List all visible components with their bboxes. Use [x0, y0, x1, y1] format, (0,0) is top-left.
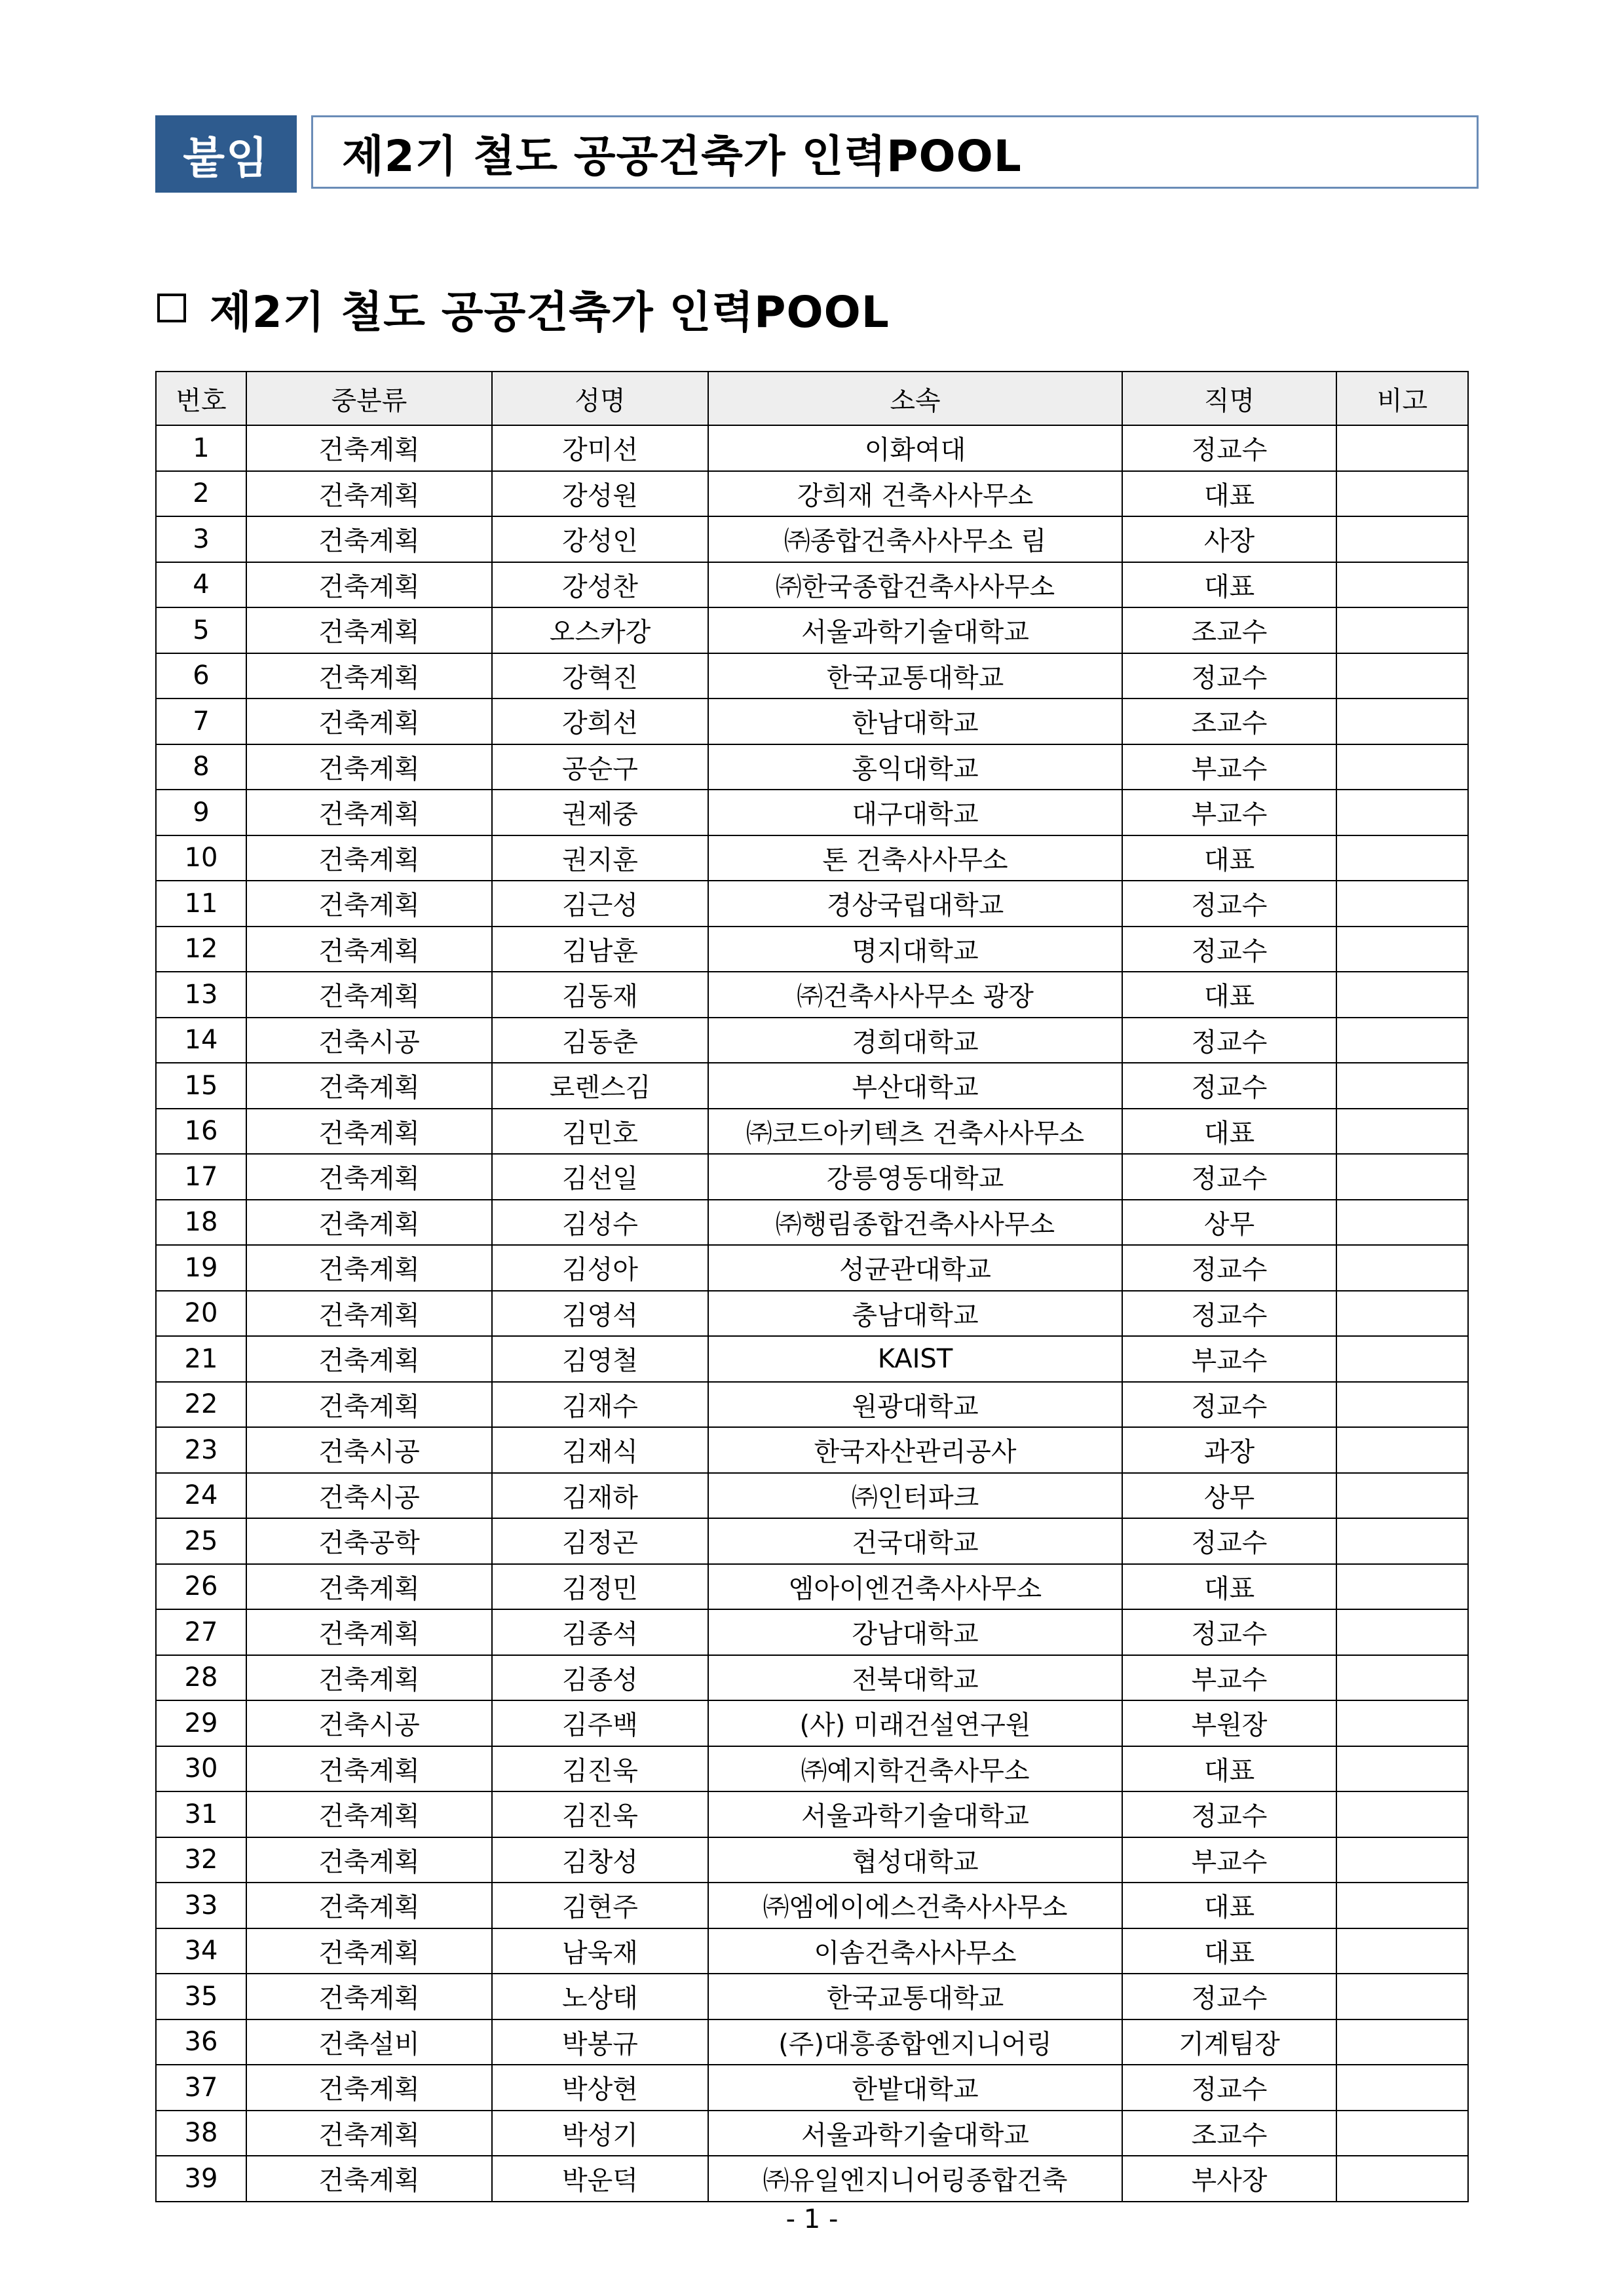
cell-position: 정교수 [1122, 1382, 1336, 1428]
checkbox-bullet-icon [157, 294, 186, 322]
cell-affiliation: 한밭대학교 [708, 2065, 1122, 2111]
cell-category: 건축계획 [246, 471, 492, 517]
cell-name: 박상현 [492, 2065, 708, 2111]
cell-category: 건축계획 [246, 1109, 492, 1155]
cell-remarks [1336, 2111, 1468, 2156]
cell-remarks [1336, 1109, 1468, 1155]
cell-name: 박봉규 [492, 2019, 708, 2065]
cell-number: 17 [156, 1154, 246, 1200]
table-row [156, 2156, 1468, 2202]
cell-name: 김영철 [492, 1336, 708, 1382]
cell-name: 김종석 [492, 1609, 708, 1655]
cell-position: 사장 [1122, 516, 1336, 562]
cell-name: 김성수 [492, 1200, 708, 1246]
table-row [156, 2065, 1468, 2111]
table-row [156, 1655, 1468, 1701]
cell-remarks [1336, 1382, 1468, 1428]
table-row [156, 927, 1468, 972]
cell-number: 26 [156, 1564, 246, 1610]
attachment-header [155, 115, 1479, 193]
cell-category: 건축계획 [246, 744, 492, 790]
cell-name: 김근성 [492, 881, 708, 927]
cell-number: 30 [156, 1746, 246, 1792]
cell-category: 건축계획 [246, 881, 492, 927]
cell-affiliation: 서울과학기술대학교 [708, 2111, 1122, 2156]
cell-remarks [1336, 881, 1468, 927]
cell-name: 강성찬 [492, 562, 708, 608]
cell-remarks [1336, 1245, 1468, 1291]
cell-affiliation: (사) 미래건설연구원 [708, 1700, 1122, 1746]
cell-affiliation: 한남대학교 [708, 698, 1122, 744]
cell-category: 건축계획 [246, 2156, 492, 2202]
table-header-row [156, 372, 1468, 425]
cell-affiliation: 강남대학교 [708, 1609, 1122, 1655]
table-row [156, 1564, 1468, 1610]
table-row [156, 1928, 1468, 1974]
table-row [156, 562, 1468, 608]
cell-remarks [1336, 1564, 1468, 1610]
cell-name: 오스카강 [492, 607, 708, 653]
table-row [156, 1336, 1468, 1382]
cell-number: 13 [156, 972, 246, 1018]
cell-position: 부교수 [1122, 790, 1336, 835]
cell-number: 12 [156, 927, 246, 972]
cell-number: 2 [156, 471, 246, 517]
cell-affiliation: 서울과학기술대학교 [708, 1791, 1122, 1837]
cell-affiliation: ㈜코드아키텍츠 건축사사무소 [708, 1109, 1122, 1155]
cell-position: 조교수 [1122, 607, 1336, 653]
cell-position: 상무 [1122, 1473, 1336, 1519]
cell-remarks [1336, 1928, 1468, 1974]
cell-affiliation: 한국자산관리공사 [708, 1427, 1122, 1473]
table-row [156, 2111, 1468, 2156]
cell-number: 36 [156, 2019, 246, 2065]
cell-position: 상무 [1122, 1200, 1336, 1246]
cell-name: 김현주 [492, 1883, 708, 1928]
cell-remarks [1336, 1473, 1468, 1519]
cell-category: 건축시공 [246, 1700, 492, 1746]
cell-category: 건축계획 [246, 562, 492, 608]
cell-remarks [1336, 425, 1468, 471]
cell-number: 1 [156, 425, 246, 471]
cell-remarks [1336, 1291, 1468, 1337]
table-row [156, 1974, 1468, 2019]
table-row [156, 1245, 1468, 1291]
column-header-name: 성명 [492, 372, 708, 425]
cell-number: 8 [156, 744, 246, 790]
cell-affiliation: 엠아이엔건축사사무소 [708, 1564, 1122, 1610]
cell-position: 부원장 [1122, 1700, 1336, 1746]
cell-position: 대표 [1122, 562, 1336, 608]
cell-number: 15 [156, 1063, 246, 1109]
table-row [156, 1427, 1468, 1473]
cell-remarks [1336, 1609, 1468, 1655]
table-body [156, 425, 1468, 2202]
table-row [156, 1063, 1468, 1109]
cell-affiliation: 건국대학교 [708, 1518, 1122, 1564]
cell-category: 건축계획 [246, 790, 492, 835]
cell-number: 4 [156, 562, 246, 608]
table-row [156, 516, 1468, 562]
cell-category: 건축계획 [246, 1336, 492, 1382]
cell-category: 건축공학 [246, 1518, 492, 1564]
cell-category: 건축계획 [246, 1200, 492, 1246]
cell-number: 39 [156, 2156, 246, 2202]
cell-number: 9 [156, 790, 246, 835]
cell-remarks [1336, 2065, 1468, 2111]
cell-name: 김주백 [492, 1700, 708, 1746]
section-heading [157, 275, 890, 341]
table-row [156, 1837, 1468, 1883]
column-header-affiliation: 소속 [708, 372, 1122, 425]
table-row [156, 744, 1468, 790]
column-header-remarks: 비고 [1336, 372, 1468, 425]
cell-name: 김남훈 [492, 927, 708, 972]
cell-position: 정교수 [1122, 2065, 1336, 2111]
cell-position: 정교수 [1122, 425, 1336, 471]
cell-category: 건축계획 [246, 2111, 492, 2156]
cell-category: 건축계획 [246, 1928, 492, 1974]
cell-remarks [1336, 516, 1468, 562]
table-row [156, 1700, 1468, 1746]
table-row [156, 425, 1468, 471]
cell-number: 38 [156, 2111, 246, 2156]
header-title: 제2기 철도 공공건축가 인력POOL [311, 115, 1479, 189]
cell-affiliation: ㈜한국종합건축사사무소 [708, 562, 1122, 608]
cell-affiliation: 이솜건축사사무소 [708, 1928, 1122, 1974]
cell-number: 32 [156, 1837, 246, 1883]
cell-name: 공순구 [492, 744, 708, 790]
cell-position: 정교수 [1122, 1609, 1336, 1655]
cell-name: 로렌스김 [492, 1063, 708, 1109]
cell-number: 24 [156, 1473, 246, 1519]
table-row [156, 835, 1468, 881]
cell-category: 건축계획 [246, 1655, 492, 1701]
cell-position: 정교수 [1122, 881, 1336, 927]
table-row [156, 1109, 1468, 1155]
cell-name: 강희선 [492, 698, 708, 744]
cell-remarks [1336, 2019, 1468, 2065]
cell-name: 김재식 [492, 1427, 708, 1473]
cell-name: 김정민 [492, 1564, 708, 1610]
cell-position: 부교수 [1122, 744, 1336, 790]
cell-category: 건축계획 [246, 927, 492, 972]
cell-position: 부교수 [1122, 1655, 1336, 1701]
cell-position: 대표 [1122, 1928, 1336, 1974]
cell-name: 권제중 [492, 790, 708, 835]
table-row [156, 1018, 1468, 1063]
cell-number: 5 [156, 607, 246, 653]
cell-remarks [1336, 653, 1468, 699]
cell-affiliation: KAIST [708, 1336, 1122, 1382]
table-row [156, 881, 1468, 927]
cell-category: 건축시공 [246, 1018, 492, 1063]
cell-position: 대표 [1122, 835, 1336, 881]
pool-table [155, 371, 1469, 2202]
cell-name: 강혁진 [492, 653, 708, 699]
table-row [156, 653, 1468, 699]
cell-name: 강미선 [492, 425, 708, 471]
cell-position: 조교수 [1122, 698, 1336, 744]
cell-category: 건축계획 [246, 1154, 492, 1200]
cell-category: 건축계획 [246, 1791, 492, 1837]
table-row [156, 972, 1468, 1018]
cell-remarks [1336, 1427, 1468, 1473]
cell-number: 19 [156, 1245, 246, 1291]
cell-affiliation: 강릉영동대학교 [708, 1154, 1122, 1200]
cell-remarks [1336, 1154, 1468, 1200]
table-row [156, 1200, 1468, 1246]
cell-number: 21 [156, 1336, 246, 1382]
cell-position: 정교수 [1122, 1291, 1336, 1337]
cell-category: 건축계획 [246, 698, 492, 744]
cell-category: 건축계획 [246, 425, 492, 471]
cell-category: 건축계획 [246, 1746, 492, 1792]
cell-affiliation: 이화여대 [708, 425, 1122, 471]
cell-name: 김종성 [492, 1655, 708, 1701]
cell-position: 부교수 [1122, 1336, 1336, 1382]
table-row [156, 1746, 1468, 1792]
cell-number: 23 [156, 1427, 246, 1473]
table-row [156, 607, 1468, 653]
cell-remarks [1336, 1018, 1468, 1063]
cell-category: 건축계획 [246, 1291, 492, 1337]
cell-name: 남욱재 [492, 1928, 708, 1974]
cell-name: 김재수 [492, 1382, 708, 1428]
cell-affiliation: 협성대학교 [708, 1837, 1122, 1883]
page-number: - 1 - [785, 2204, 839, 2234]
cell-name: 박운덕 [492, 2156, 708, 2202]
cell-number: 10 [156, 835, 246, 881]
cell-affiliation: 톤 건축사사무소 [708, 835, 1122, 881]
cell-position: 정교수 [1122, 1245, 1336, 1291]
cell-affiliation: (주)대흥종합엔지니어링 [708, 2019, 1122, 2065]
cell-number: 3 [156, 516, 246, 562]
cell-position: 기계팀장 [1122, 2019, 1336, 2065]
table-row [156, 698, 1468, 744]
cell-remarks [1336, 1336, 1468, 1382]
cell-remarks [1336, 1655, 1468, 1701]
cell-number: 35 [156, 1974, 246, 2019]
cell-name: 박성기 [492, 2111, 708, 2156]
cell-number: 37 [156, 2065, 246, 2111]
cell-name: 강성인 [492, 516, 708, 562]
cell-name: 김민호 [492, 1109, 708, 1155]
cell-position: 정교수 [1122, 1791, 1336, 1837]
cell-category: 건축계획 [246, 1382, 492, 1428]
table-row [156, 1154, 1468, 1200]
table-row [156, 1473, 1468, 1519]
cell-category: 건축계획 [246, 1609, 492, 1655]
cell-number: 27 [156, 1609, 246, 1655]
cell-category: 건축계획 [246, 1837, 492, 1883]
column-header-position: 직명 [1122, 372, 1336, 425]
cell-remarks [1336, 471, 1468, 517]
cell-name: 김동춘 [492, 1018, 708, 1063]
cell-category: 건축계획 [246, 1245, 492, 1291]
cell-affiliation: 서울과학기술대학교 [708, 607, 1122, 653]
column-header-category: 중분류 [246, 372, 492, 425]
cell-affiliation: 원광대학교 [708, 1382, 1122, 1428]
cell-category: 건축시공 [246, 1473, 492, 1519]
cell-remarks [1336, 1974, 1468, 2019]
cell-number: 7 [156, 698, 246, 744]
cell-category: 건축계획 [246, 653, 492, 699]
cell-remarks [1336, 1791, 1468, 1837]
cell-position: 정교수 [1122, 1018, 1336, 1063]
cell-number: 20 [156, 1291, 246, 1337]
cell-name: 김영석 [492, 1291, 708, 1337]
cell-affiliation: ㈜인터파크 [708, 1473, 1122, 1519]
cell-affiliation: ㈜행림종합건축사사무소 [708, 1200, 1122, 1246]
cell-name: 권지훈 [492, 835, 708, 881]
attachment-tag: 붙임 [155, 115, 297, 193]
table-row [156, 1382, 1468, 1428]
cell-name: 김재하 [492, 1473, 708, 1519]
cell-affiliation: 한국교통대학교 [708, 1974, 1122, 2019]
cell-position: 부사장 [1122, 2156, 1336, 2202]
table-row [156, 1518, 1468, 1564]
cell-position: 정교수 [1122, 1154, 1336, 1200]
cell-remarks [1336, 1518, 1468, 1564]
table-row [156, 2019, 1468, 2065]
column-header-number: 번호 [156, 372, 246, 425]
cell-remarks [1336, 1746, 1468, 1792]
cell-position: 정교수 [1122, 1063, 1336, 1109]
cell-remarks [1336, 927, 1468, 972]
cell-number: 18 [156, 1200, 246, 1246]
cell-name: 김정곤 [492, 1518, 708, 1564]
cell-affiliation: ㈜건축사사무소 광장 [708, 972, 1122, 1018]
cell-position: 과장 [1122, 1427, 1336, 1473]
cell-remarks [1336, 1837, 1468, 1883]
cell-affiliation: ㈜종합건축사사무소 림 [708, 516, 1122, 562]
cell-affiliation: 대구대학교 [708, 790, 1122, 835]
cell-number: 14 [156, 1018, 246, 1063]
cell-category: 건축계획 [246, 972, 492, 1018]
cell-position: 정교수 [1122, 1974, 1336, 2019]
cell-number: 16 [156, 1109, 246, 1155]
cell-category: 건축계획 [246, 1974, 492, 2019]
cell-name: 김창성 [492, 1837, 708, 1883]
table-row [156, 471, 1468, 517]
cell-position: 대표 [1122, 471, 1336, 517]
cell-position: 정교수 [1122, 927, 1336, 972]
cell-category: 건축설비 [246, 2019, 492, 2065]
cell-remarks [1336, 607, 1468, 653]
cell-position: 대표 [1122, 972, 1336, 1018]
cell-remarks [1336, 2156, 1468, 2202]
cell-name: 노상태 [492, 1974, 708, 2019]
cell-affiliation: 충남대학교 [708, 1291, 1122, 1337]
cell-position: 대표 [1122, 1746, 1336, 1792]
cell-affiliation: ㈜엠에이에스건축사사무소 [708, 1883, 1122, 1928]
cell-category: 건축계획 [246, 835, 492, 881]
section-title: 제2기 철도 공공건축가 인력POOL [210, 286, 890, 337]
cell-position: 조교수 [1122, 2111, 1336, 2156]
table-row [156, 790, 1468, 835]
cell-name: 강성원 [492, 471, 708, 517]
cell-name: 김선일 [492, 1154, 708, 1200]
cell-category: 건축계획 [246, 607, 492, 653]
cell-remarks [1336, 972, 1468, 1018]
cell-remarks [1336, 835, 1468, 881]
cell-remarks [1336, 1883, 1468, 1928]
cell-category: 건축계획 [246, 1564, 492, 1610]
cell-number: 6 [156, 653, 246, 699]
cell-category: 건축계획 [246, 1883, 492, 1928]
cell-remarks [1336, 1063, 1468, 1109]
cell-name: 김진욱 [492, 1746, 708, 1792]
table-row [156, 1791, 1468, 1837]
cell-number: 28 [156, 1655, 246, 1701]
cell-affiliation: 경희대학교 [708, 1018, 1122, 1063]
cell-affiliation: 홍익대학교 [708, 744, 1122, 790]
cell-remarks [1336, 790, 1468, 835]
cell-affiliation: ㈜예지학건축사무소 [708, 1746, 1122, 1792]
cell-position: 정교수 [1122, 1518, 1336, 1564]
table-row [156, 1291, 1468, 1337]
table-row [156, 1883, 1468, 1928]
table-row [156, 1609, 1468, 1655]
cell-number: 29 [156, 1700, 246, 1746]
cell-remarks [1336, 698, 1468, 744]
cell-affiliation: 명지대학교 [708, 927, 1122, 972]
cell-name: 김진욱 [492, 1791, 708, 1837]
cell-remarks [1336, 1700, 1468, 1746]
cell-category: 건축시공 [246, 1427, 492, 1473]
cell-remarks [1336, 744, 1468, 790]
cell-number: 34 [156, 1928, 246, 1974]
cell-affiliation: 부산대학교 [708, 1063, 1122, 1109]
cell-position: 대표 [1122, 1109, 1336, 1155]
cell-affiliation: ㈜유일엔지니어링종합건축 [708, 2156, 1122, 2202]
cell-category: 건축계획 [246, 2065, 492, 2111]
cell-category: 건축계획 [246, 1063, 492, 1109]
cell-position: 대표 [1122, 1564, 1336, 1610]
cell-remarks [1336, 562, 1468, 608]
cell-position: 대표 [1122, 1883, 1336, 1928]
cell-name: 김동재 [492, 972, 708, 1018]
cell-remarks [1336, 1200, 1468, 1246]
cell-affiliation: 경상국립대학교 [708, 881, 1122, 927]
cell-affiliation: 한국교통대학교 [708, 653, 1122, 699]
cell-number: 25 [156, 1518, 246, 1564]
cell-number: 22 [156, 1382, 246, 1428]
cell-name: 김성아 [492, 1245, 708, 1291]
cell-position: 정교수 [1122, 653, 1336, 699]
cell-category: 건축계획 [246, 516, 492, 562]
cell-affiliation: 성균관대학교 [708, 1245, 1122, 1291]
cell-position: 부교수 [1122, 1837, 1336, 1883]
cell-affiliation: 전북대학교 [708, 1655, 1122, 1701]
cell-number: 11 [156, 881, 246, 927]
cell-number: 33 [156, 1883, 246, 1928]
cell-affiliation: 강희재 건축사사무소 [708, 471, 1122, 517]
cell-number: 31 [156, 1791, 246, 1837]
